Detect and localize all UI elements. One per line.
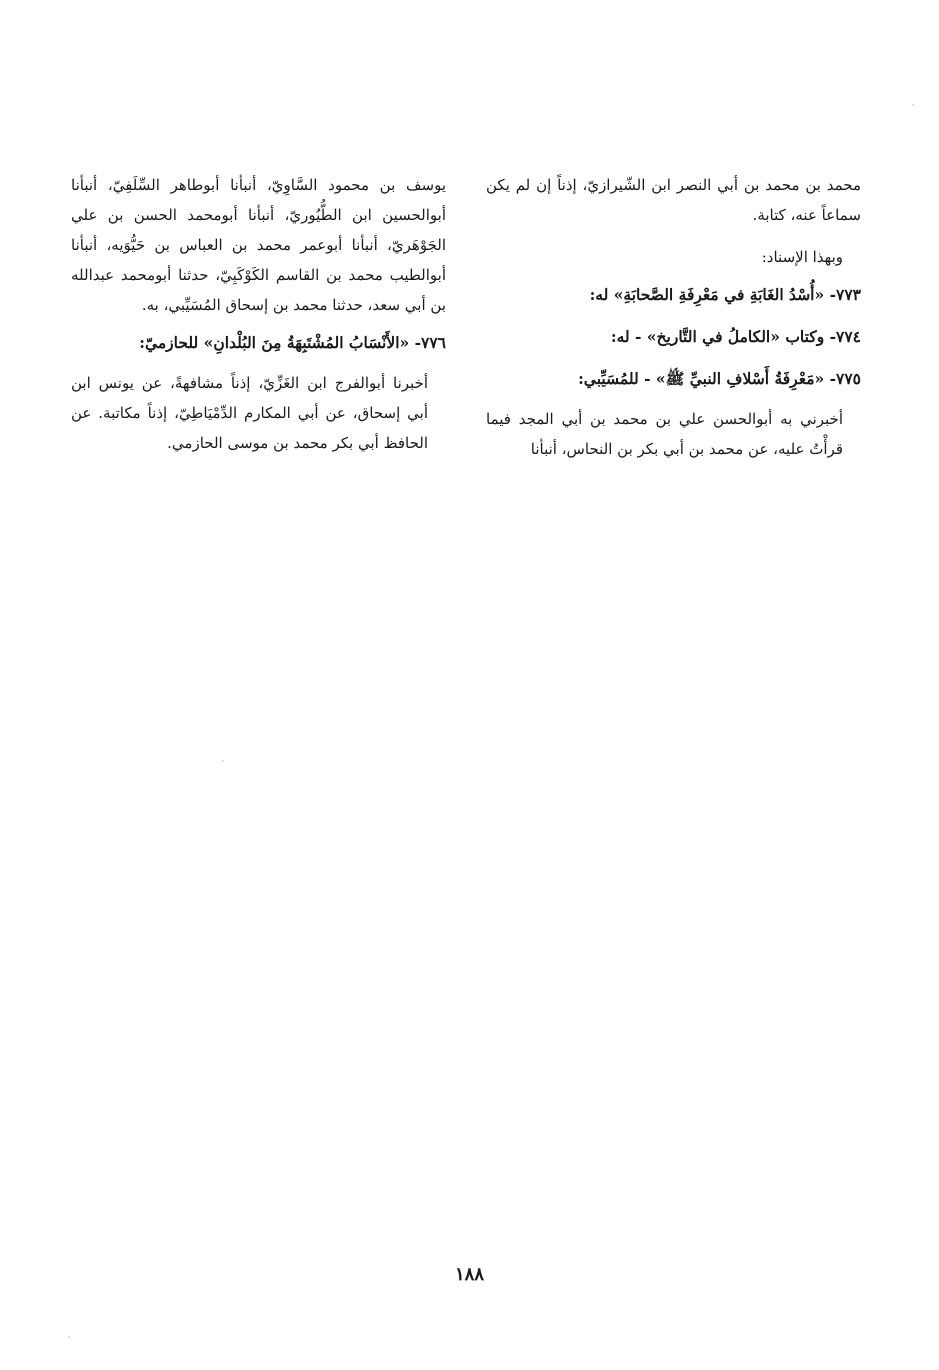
entry-heading-776: ٧٧٦- «الأَنْسَابُ المُشْتَبِهَةُ مِنَ البُلْدانِ» للحازميّ: xyxy=(139,333,446,352)
paragraph-chain-775: أخبرني به أبوالحسن علي بن محمد بن أبي المجد فيما قرأْتُ عليه، عن محمد بن أبي بكر بن النحاس، أنبأنا xyxy=(486,410,843,458)
left-column xyxy=(71,170,446,462)
paragraph-chain-continuation: يوسف بن محمود السَّاوِيّ، أنبأنا أبوطاهر السِّلَفِيّ، أنبأنا أبوالحسين ابن الطُّيُوريّ، أنبأنا أبومحمد الحسن بن علي الجَوْهَريّ، أنبأنا أبوعمر محمد بن العباس بن حَيُّوَيه، أنبأنا أبوالطيب محمد بن القاسم الكَوْكَبِيّ، حدثنا أبومحمد عبدالله بن أبي سعد، حدثنا محمد بن إسحاق المُسَيِّبي، به. xyxy=(71,176,446,314)
scan-speck xyxy=(222,760,224,762)
entry-heading-774: ٧٧٤- وكتاب «الكاملُ في التَّاريخ» - له: xyxy=(610,327,861,346)
scan-speck xyxy=(68,1336,70,1338)
page-number: ١٨٨ xyxy=(454,1264,484,1285)
entry-heading-775: ٧٧٥- «مَعْرِفَةُ أَسْلافِ النبيِّ ﷺ» - للمُسَيِّبي: xyxy=(578,369,861,388)
scan-speck xyxy=(912,104,914,106)
entry-heading-773: ٧٧٣- «أُسْدُ الغَابَةِ في مَعْرِفَةِ الصَّحابَةِ» له: xyxy=(589,285,861,304)
paragraph-isnad-intro: وبهذا الإسناد: xyxy=(761,248,843,266)
paragraph-continuation: محمد بن محمد بن أبي النصر ابن الشّيرازيّ، إذناً إن لم يكن سماعاً عنه، كتابة. xyxy=(486,176,861,224)
right-column xyxy=(486,170,861,468)
paragraph-chain-776: أخبرنا أبوالفرج ابن الغَزِّيّ، إذناً مشافهةً، عن يونس ابن أبي إسحاق، عن أبي المكارم الدِّمْيَاطِيّ، إذناً مكاتبة. عن الحافظ أبي بكر محمد بن موسى الحازمي. xyxy=(71,374,428,452)
